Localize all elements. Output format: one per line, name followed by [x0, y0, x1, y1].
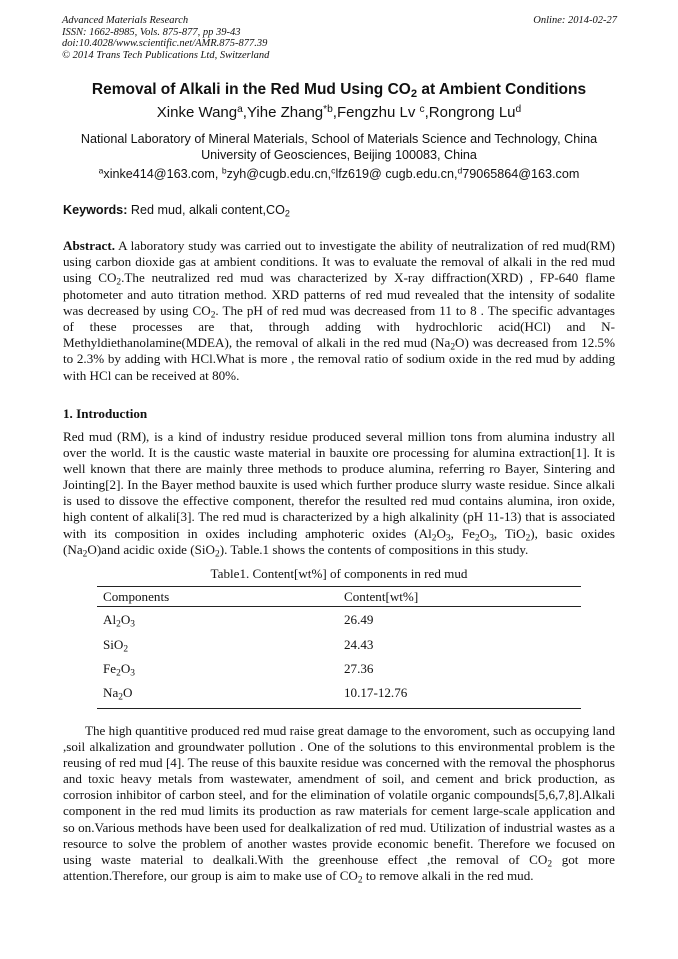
author-3-mark: c [419, 103, 425, 115]
abstract-label: Abstract. [63, 238, 115, 253]
keywords-label: Keywords: [63, 203, 128, 217]
table-cell-value: 10.17-12.76 [344, 685, 408, 700]
journal-header [62, 15, 617, 61]
table-bottom-rule [97, 708, 581, 709]
author-1-mark: a [237, 103, 243, 115]
email-link[interactable]: xinke414@163.com, [103, 167, 222, 181]
table-row: $Al_2O_3$ [103, 612, 135, 630]
doi-line: doi:10.4028/www.scientific.net/AMR.875-877.39 [62, 38, 268, 49]
paper-title [0, 81, 678, 99]
email-link[interactable]: lfz619@ cugb.edu.cn, [335, 167, 458, 181]
affiliation-line-1: National Laboratory of Mineral Materials, School of Materials Science and Technology, China [80, 132, 598, 146]
table-cell-value: 24.43 [344, 637, 374, 652]
table-row: $Na_2O$ [103, 685, 133, 703]
section-heading: 1. Introduction [63, 406, 148, 421]
email-link[interactable]: 79065864@163.com [462, 167, 580, 181]
journal-name: Advanced Materials Research [62, 15, 189, 26]
author-2-mark: *b [323, 103, 333, 115]
keywords: Keywords: Red mud, alkali $content,CO_2$ [63, 203, 290, 219]
body-paragraph: The high quantitive produced red mud raise great damage to the envoroment, such as occupying land ,soil alkalization and groundwater pollution . One of the solutions to this environmental problem is the reusing of red mud [4]. The reuse of this bauxite residue was concerned with the removal the phosphorus and toxic heavy metals from wastewater, amendment of soil, and cement and brick production, as corrosion inhibitor of carbon steel, and for the elimination of volatile organic compounds[5,6,7,8].Alkali component in the red mud limits its production as raw materials for cement large-scale application and so on.Various methods have been used for dealkalization of red mud. Utilization of industrial wastes as a resource to solve the problem of another wastes provide economic benefit. Therefore we focused on using waste material to dealkali.With the greenhouse effect ,the removal of $CO_2$ got more attention.Therefore, our group is aim to make use of $CO_2$ to remove alkali in the red mud. [63, 723, 615, 886]
title-text: Removal of Alkali in the Red Mud Using CO [91, 81, 411, 98]
table-top-rule [97, 586, 581, 587]
author-3: Fengzhu Lv [336, 104, 420, 121]
table-row: $Fe_2O_3$ [103, 661, 135, 679]
table-caption: Table1. Content[wt%] of components in red mud [210, 566, 468, 581]
email-list: $^a$xinke414@163.com, $^b$zyh@cugb.edu.cn,$^c$lfz619@ cugb.edu.cn,$^d$79065864@163.com [98, 165, 580, 181]
online-date: Online: 2014-02-27 [533, 15, 617, 26]
issn-line: ISSN: 1662-8985, Vols. 875-877, pp 39-43 [62, 26, 241, 38]
author-list: Xinke Wang$^a$,Yihe Zhang$^{*b}$,Fengzhu Lv $^c$,Rongrong Lu$^d$ [156, 103, 522, 121]
affiliation-line-2: University of Geosciences, Beijing 100083, China [201, 148, 477, 162]
affiliation [60, 131, 618, 163]
author-2: Yihe Zhang [246, 104, 324, 121]
title-text-end: at Ambient Conditions [417, 81, 587, 98]
author-4: Rongrong Lu [428, 104, 516, 121]
table-cell-value: 27.36 [344, 661, 374, 676]
table-cell-value: 26.49 [344, 612, 374, 627]
email-link[interactable]: zyh@cugb.edu.cn, [226, 167, 332, 181]
table-header-components: Components [103, 589, 170, 604]
intro-paragraph: Red mud (RM), is a kind of industry residue produced several million tons from alumina industry all over the world. It is the caustic waste material in bauxite ore processing for alumina extraction[1]. It is well known that there are mainly three methods to produce alumina, referring ro Bayer, Sintering and Jointing[2]. In the Bayer method bauxite is used which further produce slurry waste residue. Since alkali is used to dissove the effective component, therefor the resulted red mud contains alumina, iron oxide, high content of alkali[3]. The red mud is characterized by a high alkalinity (pH 11-13) that is associated with its composition in oxides including amphoteric oxides ($Al_2O_3$, $Fe_2O_3$, TiO$_2$), basic oxides $(Na_2O)and$ acidic oxide (SiO$_2$). Table.1 shows the contents of compositions in this study. [63, 429, 616, 559]
author-1: Xinke Wang [156, 104, 238, 121]
table-header-rule [97, 606, 581, 607]
author-4-mark: d [515, 103, 522, 115]
table-header-content: Content[wt%] [344, 589, 419, 604]
title-subscript: 2 [410, 87, 418, 100]
copyright-line: © 2014 Trans Tech Publications Ltd, Switzerland [62, 49, 270, 61]
table-row: SiO$_2$ [103, 637, 129, 655]
abstract: Abstract. A laboratory study was carried out to investigate the ability of neutralization of red mud(RM) using carbon dioxide gas at ambient conditions. It was to evaluate the removal of alkali in the red mud using $CO_2.The$ neutralized red mud was characterized by X-ray diffraction(XRD) , FP-640 flame photometer and auto titration method. XRD patterns of red mud revealed that the intensity of sodalite was decreased by using $CO_2$. The pH of red mud was decreased from 11 to 8 . The specific advantages of these processes are that, through adding with hydrochloric acid(HCl) and N-Methyldiethanolamine(MDEA), the removal of alkali in the red mud $(Na_2O)$ was decreased from 12.5% to 2.3% by adding with HCl.What is more , the removal ratio of sodium oxide in the red mud by adding with HCl can be received at 80%. [63, 238, 616, 383]
